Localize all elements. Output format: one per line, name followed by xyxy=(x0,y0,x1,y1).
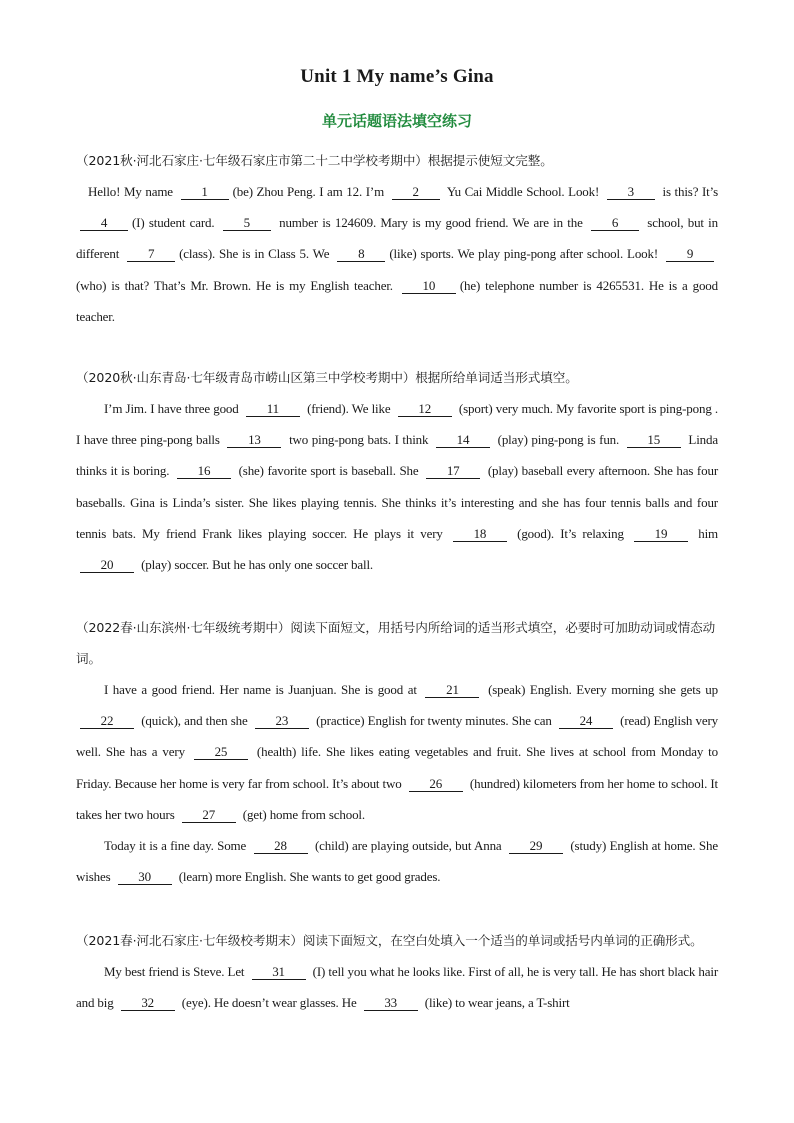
answer-blank-1: 1 xyxy=(181,184,229,200)
passage-text: I have a good friend. Her name is Juanjuan. She is good at xyxy=(104,682,422,697)
answer-blank-27: 27 xyxy=(182,807,236,823)
answer-blank-5: 5 xyxy=(223,215,271,231)
exercise-section-3 xyxy=(76,612,718,892)
passage-text: (child) are playing outside, but Anna xyxy=(311,838,505,854)
passage-text: two ping-pong bats. I think xyxy=(285,432,432,448)
answer-blank-14: 14 xyxy=(436,432,490,448)
answer-blank-22: 22 xyxy=(80,713,134,729)
passage-text: (friend). We like xyxy=(303,401,394,416)
passage-text: (be) Zhou Peng. I am 12. I’m xyxy=(232,184,388,199)
passage-text: (like) sports. We play ping-pong after school. Look! xyxy=(389,246,662,262)
passage-text: (play) ping-pong is fun. xyxy=(494,432,623,448)
answer-blank-3: 3 xyxy=(607,184,655,200)
passage-paragraph xyxy=(76,393,718,580)
answer-blank-23: 23 xyxy=(255,713,309,729)
exercise-section-4 xyxy=(76,925,718,1018)
passage-text: (I) tell you what he looks like. First of all, he is very tall. He has short black hair and big xyxy=(76,964,718,1011)
passage-text: My best friend is Steve. Let xyxy=(104,964,248,979)
passage-text: (I) student card. xyxy=(132,215,219,231)
page-title: Unit 1 My name’s Gina xyxy=(300,66,494,87)
answer-blank-33: 33 xyxy=(364,995,418,1011)
passage-paragraph xyxy=(76,674,718,830)
passage-text: (who) is that? That’s Mr. Brown. He is my English teacher. xyxy=(76,277,398,293)
passage-text: (quick), and then she xyxy=(138,713,251,729)
section-source: （2021春·河北石家庄·七年级校考期末）阅读下面短文，在空白处填入一个适当的单词或括号内单词的正确形式。 xyxy=(76,933,703,948)
passage-text: I’m Jim. I have three good xyxy=(104,401,242,416)
passage-text: (get) home from school. xyxy=(239,806,365,822)
passage-text: Yu Cai Middle School. Look! xyxy=(443,184,603,199)
answer-blank-20: 20 xyxy=(80,557,134,573)
answer-blank-24: 24 xyxy=(559,713,613,729)
passage-text: Today it is a fine day. Some xyxy=(104,838,250,854)
passage-text: (he) telephone number is 4265531. He is a good teacher. xyxy=(76,277,718,324)
passage-text: school, but in different xyxy=(76,215,718,262)
answer-blank-12: 12 xyxy=(398,401,452,417)
passage-text: Linda thinks it is boring. xyxy=(76,432,718,479)
passage-text: (good). It’s relaxing xyxy=(510,525,631,541)
answer-blank-8: 8 xyxy=(337,246,385,262)
exercise-section-1 xyxy=(76,145,718,332)
answer-blank-2: 2 xyxy=(392,184,440,200)
passage-text: (read) English very well. She has a very xyxy=(76,713,718,760)
answer-blank-19: 19 xyxy=(634,526,688,542)
answer-blank-13: 13 xyxy=(227,432,281,448)
passage-paragraph xyxy=(76,956,718,1018)
passage-text: Hello! My name xyxy=(88,184,177,199)
passage-paragraph xyxy=(76,830,718,892)
passage-text: is this? It’s xyxy=(658,184,718,199)
passage-text: (learn) more English. She wants to get good grades. xyxy=(175,869,441,885)
passage-text: (class). She is in Class 5. We xyxy=(179,246,334,262)
answer-blank-29: 29 xyxy=(509,838,563,854)
passage-paragraph xyxy=(76,176,718,332)
section-source: （2020秋·山东青岛·七年级青岛市崂山区第三中学校考期中）根据所给单词适当形式填空。 xyxy=(76,370,578,385)
passage-text: (like) to wear jeans, a T-shirt xyxy=(421,995,570,1011)
answer-blank-28: 28 xyxy=(254,838,308,854)
passage-text: (study) English at home. She wishes xyxy=(76,838,718,885)
answer-blank-6: 6 xyxy=(591,215,639,231)
answer-blank-16: 16 xyxy=(177,463,231,479)
passage-text: (health) life. She likes eating vegetables and fruit. She lives at school from Monday to Friday. Because her home is very far from school. It’s about two xyxy=(76,744,718,791)
answer-blank-32: 32 xyxy=(121,995,175,1011)
passage-text: (play) soccer. But he has only one soccer ball. xyxy=(138,557,374,573)
answer-blank-25: 25 xyxy=(194,744,248,760)
passage-text: number is 124609. Mary is my good friend. We are in the xyxy=(274,215,587,231)
page-subtitle: 单元话题语法填空练习 xyxy=(321,112,472,130)
answer-blank-21: 21 xyxy=(425,682,479,698)
answer-blank-15: 15 xyxy=(627,432,681,448)
answer-blank-30: 30 xyxy=(118,869,172,885)
passage-text: (practice) English for twenty minutes. She can xyxy=(312,713,555,729)
passage-text: (she) favorite sport is baseball. She xyxy=(234,463,423,479)
answer-blank-18: 18 xyxy=(453,526,507,542)
passage-text: him xyxy=(692,525,719,541)
passage-text: (speak) English. Every morning she gets up xyxy=(483,682,719,697)
passage-text: (eye). He doesn’t wear glasses. He xyxy=(178,995,360,1011)
exercise-section-2 xyxy=(76,362,718,580)
passage-text: (sport) very much. My favorite sport is ping-pong . I have three ping-pong balls xyxy=(76,401,718,448)
section-source: （2021秋·河北石家庄·七年级石家庄市第二十二中学校考期中）根据提示使短文完整。 xyxy=(76,153,553,168)
answer-blank-9: 9 xyxy=(666,246,714,262)
answer-blank-4: 4 xyxy=(80,215,128,231)
answer-blank-7: 7 xyxy=(127,246,175,262)
passage-text: (play) baseball every afternoon. She has four baseballs. Gina is Linda’s sister. She likes playing tennis. She thinks it’s interesting and she has four tennis balls and four tennis bats. My friend Frank likes playing soccer. He plays it very xyxy=(76,463,718,541)
passage-text: (hundred) kilometers from her home to school. It takes her two hours xyxy=(76,775,718,822)
answer-blank-31: 31 xyxy=(252,964,306,980)
section-source: （2022春·山东滨州·七年级统考期中）阅读下面短文，用括号内所给词的适当形式填空，必要时可加助动词或情态动词。 xyxy=(76,620,716,666)
answer-blank-17: 17 xyxy=(426,463,480,479)
answer-blank-10: 10 xyxy=(402,278,456,294)
answer-blank-26: 26 xyxy=(409,776,463,792)
answer-blank-11: 11 xyxy=(246,401,300,417)
